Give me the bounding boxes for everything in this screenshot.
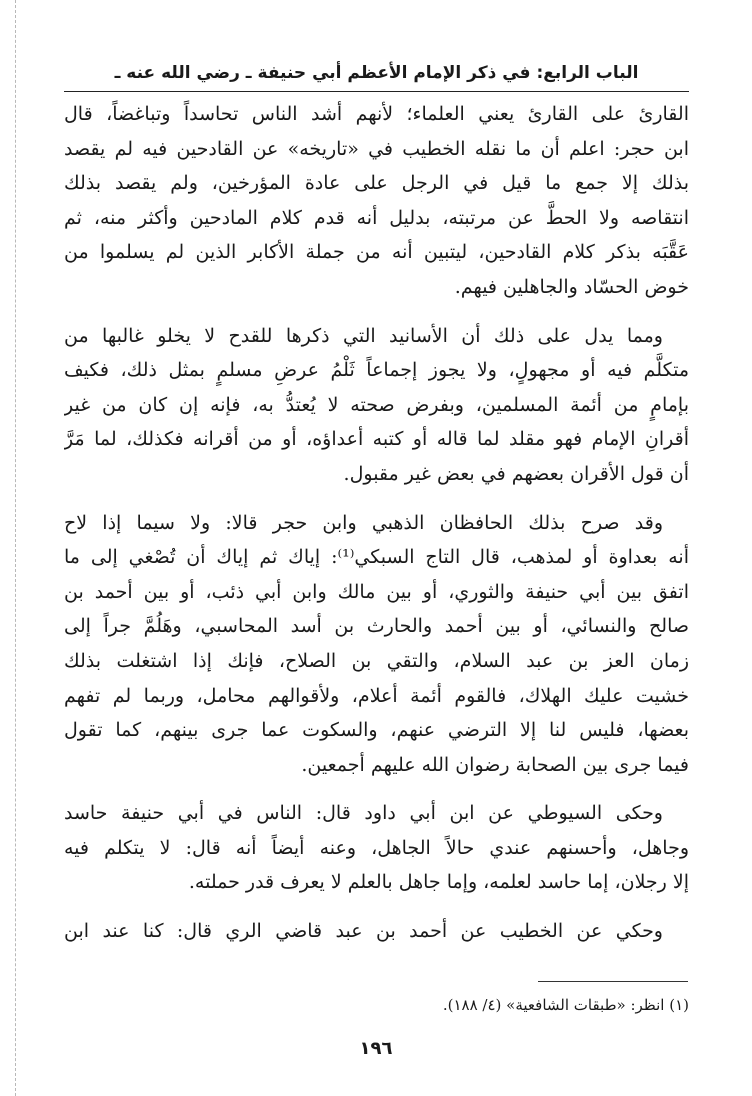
paragraph [64, 914, 689, 949]
paragraph [64, 97, 689, 305]
binding-guide-line [15, 0, 16, 1096]
footnote-rule [538, 981, 688, 982]
text-line: أن قول الأقران بعضهم في بعض غير مقبول. [343, 462, 689, 485]
text-line: بإمامٍ من أئمة المسلمين، وبفرض صحته لا يُعتدُّ به، فإنه إن كان من غير [64, 393, 689, 416]
header-rule [64, 91, 689, 92]
text-line: انتقاصه ولا الحطَّ عن مرتبته، بدليل أنه قدم كلام المادحين وأكثر منه، ثم [64, 206, 689, 229]
text-line: أقرانِ الإمام فهو مقلد لما قاله أو كتبه أعداؤه، أو من أقرانه فكذلك، لما مَرَّ [64, 428, 689, 451]
text-line: عَقَّبَه بذكر كلام القادحين، ليتبين أنه من جملة الأكابر الذين لم يسلموا من [64, 241, 689, 264]
text-line: فيما جرى بين الصحابة رضوان الله عليهم أجمعين. [301, 753, 689, 776]
text-line: ابن حجر: اعلم أن ما نقله الخطيب في «تاريخه» عن القادحين فيه لم يقصد [64, 137, 689, 160]
page-number: ١٩٦ [359, 1038, 393, 1059]
text-line: متكلَّم فيه أو مجهولٍ، ولا يجوز إجماعاً ثَلْمُ عرضِ مسلمٍ بمثل ذلك، فكيف [64, 359, 689, 382]
text-line: صالح والنسائي، أو بين أحمد والحارث بن أسد المحاسبي، وهَلُمَّ جراً إلى [64, 615, 689, 638]
paragraph [64, 796, 689, 900]
text-line: إلا رجلان، إما حاسد لعلمه، وإما جاهل بالعلم لا يعرف قدر حملته. [188, 871, 689, 894]
paragraph [64, 319, 689, 492]
text-line: خشيت عليك الهلاك، فالقوم أئمة أعلام، ولأقوالهم محامل، وربما لم تفهم [64, 684, 689, 707]
text-line: زمان العز بن عبد السلام، والتقي بن الصلاح، فإنك إذا اشتغلت بذلك [64, 649, 689, 672]
text-line: وحكي عن الخطيب عن أحمد بن عبد قاضي الري قال: كنا عند ابن [64, 920, 663, 943]
footnote: (١) انظر: «طبقات الشافعية» (٤/ ١٨٨). [442, 996, 689, 1014]
text-line: بعضها، فليس لنا إلا الترضي عنهم، والسكوت عما جرى بينهم، كما تقول [64, 719, 689, 742]
text-line: اتفق بين أبي حنيفة والثوري، أو بين مالك وابن أبي ذئب، أو بين أحمد بن [64, 580, 689, 603]
text-line: خوض الحسّاد والجاهلين فيهم. [454, 275, 689, 298]
body-text [64, 97, 689, 949]
text-line: وحكى السيوطي عن ابن أبي داود قال: الناس في أبي حنيفة حاسد [64, 802, 663, 825]
running-header: الباب الرابع: في ذكر الإمام الأعظم أبي حنيفة ـ رضي الله عنه ـ [114, 63, 639, 83]
text-line: القارئ على القارئ يعني العلماء؛ لأنهم أشد الناس تحاسداً وتباغضاً، قال [64, 103, 689, 125]
text-line: وقد صرح بذلك الحافظان الذهبي وابن حجر قالا: ولا سيما إذا لاح [64, 511, 663, 534]
text-line: ومما يدل على ذلك أن الأسانيد التي ذكرها للقدح لا يخلو غالبها من [64, 324, 663, 347]
text-line: أنه بعداوة أو لمذهب، قال التاج السبكي⁽¹⁾: إياك ثم إياك أن تُصْغي إلى ما [64, 546, 689, 569]
text-line: وجاهل، وأحسنهم عندي حالاً الجاهل، وعنه أيضاً أنه قال: لا يتكلم فيه [64, 836, 689, 859]
text-line: بذلك إلا جمع ما قيل في الرجل على عادة المؤرخين، ولم يقصد بذلك [64, 172, 689, 195]
paragraph [64, 506, 689, 783]
